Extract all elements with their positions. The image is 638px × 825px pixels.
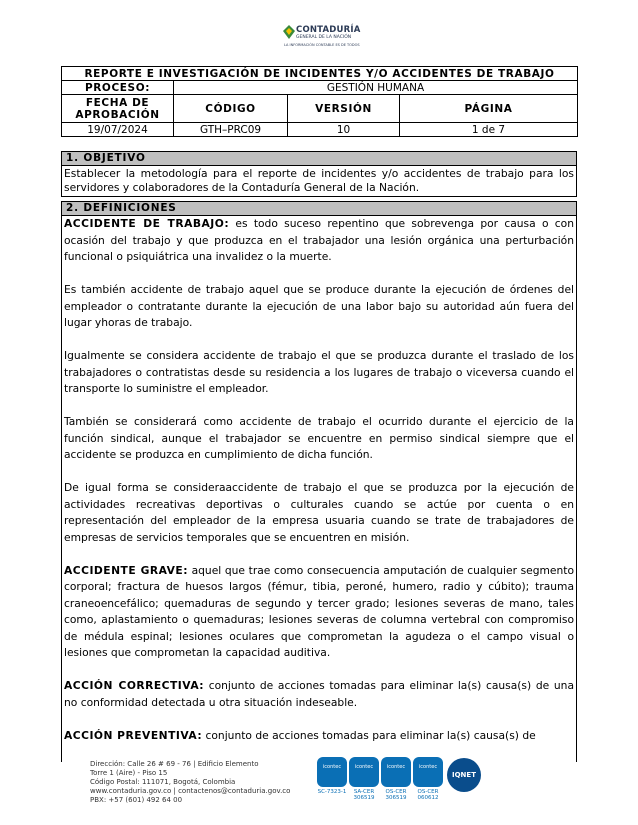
paragraph: Es también accidente de trabajo aquel que se produce durante la ejecución de órdenes del empleador o contratante durante la ejecución de una labor bajo su autoridad aún fuera del lugar yhoras de trabajo. [64, 283, 574, 329]
document-header-table [61, 66, 578, 137]
footer-link[interactable]: www.contaduria.gov.co | contactenos@contaduria.gov.co [90, 787, 291, 795]
leaf-logo-icon [283, 25, 295, 39]
term-text: conjunto de acciones tomadas para eliminar la(s) causa(s) de [202, 728, 536, 742]
cgn-logo [283, 24, 361, 50]
footer-line: PBX: +57 (601) 492 64 00 [90, 796, 183, 804]
def-accidente-trabajo [64, 216, 574, 266]
icontec-cert-icon: icontec SC-7323-1 [317, 757, 347, 812]
def-accidente-grave [64, 563, 574, 662]
def-accion-preventiva [64, 728, 574, 745]
definiciones-title: 2. DEFINICIONES [62, 202, 576, 216]
objetivo-section [61, 151, 577, 197]
objetivo-title: 1. OBJETIVO [62, 152, 576, 166]
paragraph: Igualmente se considera accidente de trabajo el que se produzca durante el traslado de los trabajadores o contratistas desde su residencia a los lugares de trabajo o viceversa cuando el transporte lo suministre el empleador. [64, 349, 574, 395]
fecha-label: FECHA DE APROBACIÓN [62, 95, 174, 123]
objetivo-text: Establecer la metodología para el reporte de incidentes y/o accidentes de trabajo para los servidores y colaboradores de la Contaduría General de la Nación. [64, 167, 574, 194]
iqnet-cert-icon: IQNET [447, 758, 481, 792]
icontec-cert-icon: icontec OS-CER 060612 [413, 757, 443, 812]
version-label: VERSIÓN [288, 95, 400, 123]
footer-line: Torre 1 (Aire) - Piso 15 [90, 769, 168, 777]
icontec-cert-icon: icontec OS-CER 306519 [381, 757, 411, 812]
term-text: aquel que trae como consecuencia amputación de cualquier segmento corporal; fractura de huesos largos (fémur, tibia, peroné, humero, radio y cúbito); trauma craneoencefálico; quemaduras de segundo y tercer grado; lesiones severas de mano, tales como, aplastamiento o quemaduras; lesiones severas de columna vertebral con compromiso de médula espinal; lesiones oculares que comprometan la agudeza o el campo visual o lesiones que comprometan la capacidad auditiva. [64, 563, 574, 659]
footer-line: Código Postal: 111071, Bogotá, Colombia [90, 778, 236, 786]
codigo-label: CÓDIGO [174, 95, 288, 123]
term-label: ACCIDENTE GRAVE: [64, 563, 188, 577]
version-value: 10 [288, 123, 400, 137]
logo-name: CONTADURÍA [296, 25, 361, 35]
footer-line: Dirección: Calle 26 # 69 - 76 | Edificio Elemento [90, 760, 259, 768]
codigo-value: GTH–PRC09 [174, 123, 288, 137]
term-text: es todo suceso repentino que sobrevenga por causa o con ocasión del trabajo y que produzca en el trabajador una lesión orgánica una perturbación funcional o psiquiátrica una invalidez o la muerte. [64, 217, 574, 263]
def-accion-correctiva [64, 678, 574, 711]
logo-tagline: LA INFORMACIÓN CONTABLE ES DE TODOS [284, 43, 360, 47]
paragraph: De igual forma se consideraaccidente de trabajo el que se produzca por la ejecución de actividades recreativas deportivas o culturales cuando se actúe por cuenta o en representación del empleador de la empresa usuaria cuando se trate de trabajadores de empresas de servicios temporales que se encuentren en misión. [64, 481, 574, 544]
document-title: REPORTE E INVESTIGACIÓN DE INCIDENTES Y/O ACCIDENTES DE TRABAJO [62, 67, 578, 81]
definiciones-section [61, 201, 577, 762]
proceso-value: GESTIÓN HUMANA [174, 81, 578, 95]
pagina-label: PÁGINA [400, 95, 578, 123]
certification-logos [317, 757, 497, 817]
footer-address [90, 760, 290, 805]
term-label: ACCIÓN PREVENTIVA: [64, 728, 203, 742]
paragraph: También se considerará como accidente de trabajo el ocurrido durante el ejercicio de la función sindical, aunque el trabajador se encuentre en permiso sindical siempre que el accidente se produzca en cumplimiento de dicha función. [64, 415, 574, 461]
logo-subtitle: GENERAL DE LA NACIÓN [296, 35, 352, 40]
term-label: ACCIÓN CORRECTIVA: [64, 679, 205, 692]
term-label: ACCIDENTE DE TRABAJO: [64, 217, 230, 230]
proceso-label: PROCESO: [62, 81, 174, 95]
fecha-value: 19/07/2024 [62, 123, 174, 137]
term-text: conjunto de acciones tomadas para eliminar la(s) causa(s) de una no conformidad detectada u otra situación indeseable. [64, 679, 574, 709]
icontec-cert-icon: icontec SA-CER 306519 [349, 757, 379, 812]
pagina-value: 1 de 7 [400, 123, 578, 137]
